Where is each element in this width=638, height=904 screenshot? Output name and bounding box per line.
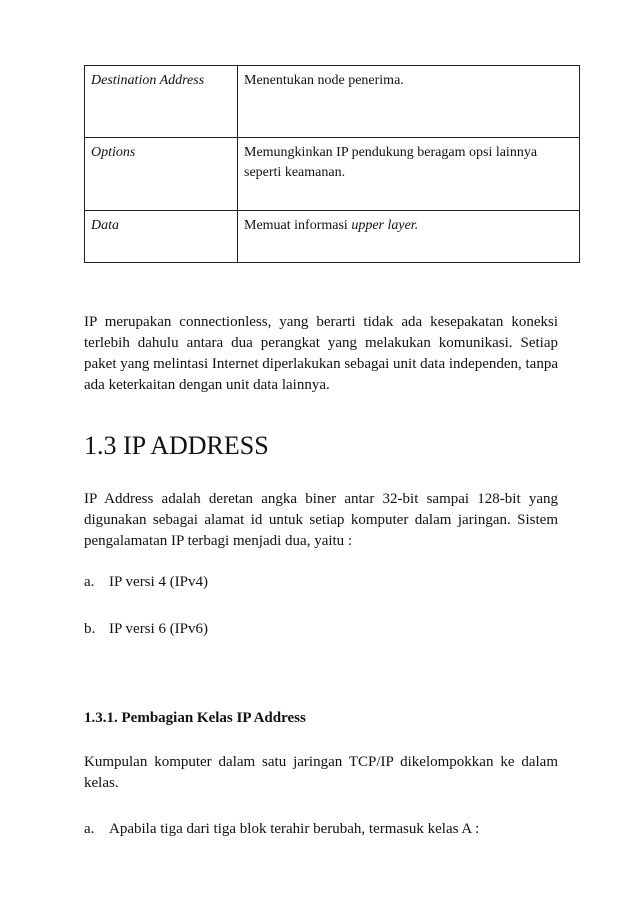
field-description-cell <box>238 138 580 211</box>
subsection-heading: 1.3.1. Pembagian Kelas IP Address <box>84 710 306 726</box>
field-description-cell <box>238 66 580 138</box>
list-item-ipv4 <box>84 572 208 593</box>
list-marker: a. <box>84 574 95 590</box>
ip-address-paragraph: IP Address adalah deretan angka biner antar 32-bit sampai 128-bit yang digunakan sebagai alamat id untuk setiap komputer dalam jaringan. Sistem pengalamatan IP terbagi menjadi dua, yaitu : <box>84 491 558 549</box>
ip-header-fields-table <box>84 65 580 263</box>
list-marker: a. <box>84 821 95 837</box>
list-item-text: Apabila tiga dari tiga blok terahir berubah, termasuk kelas A : <box>109 821 480 837</box>
field-name-cell: Destination Address <box>85 66 238 138</box>
list-item-text: IP versi 6 (IPv6) <box>109 621 209 637</box>
section-heading: 1.3 IP ADDRESS <box>84 431 269 460</box>
field-description-text: Memuat informasi <box>244 218 352 233</box>
table-row <box>85 66 580 138</box>
list-item-kelas-a <box>84 819 479 840</box>
kelas-paragraph: Kumpulan komputer dalam satu jaringan TCP/IP dikelompokkan ke dalam kelas. <box>84 754 558 791</box>
table-row <box>85 138 580 211</box>
field-description-cell <box>238 211 580 263</box>
connectionless-paragraph: IP merupakan connectionless, yang berarti tidak ada kesepakatan koneksi terlebih dahulu antara dua perangkat yang melakukan komunikasi. Setiap paket yang melintasi Internet diperlakukan sebagai unit data independen, tanpa ada keterkaitan dengan unit data lainnya. <box>84 314 558 393</box>
field-name-cell: Options <box>85 138 238 211</box>
list-item-ipv6 <box>84 619 208 640</box>
field-description-italic: upper layer. <box>351 218 419 233</box>
list-marker: b. <box>84 621 96 637</box>
list-item-text: IP versi 4 (IPv4) <box>109 574 209 590</box>
field-description-text: Menentukan node penerima. <box>244 73 404 88</box>
field-name-cell: Data <box>85 211 238 263</box>
field-description-text: Memungkinkan IP pendukung beragam opsi lainnya seperti keamanan. <box>244 145 538 180</box>
table-row <box>85 211 580 263</box>
